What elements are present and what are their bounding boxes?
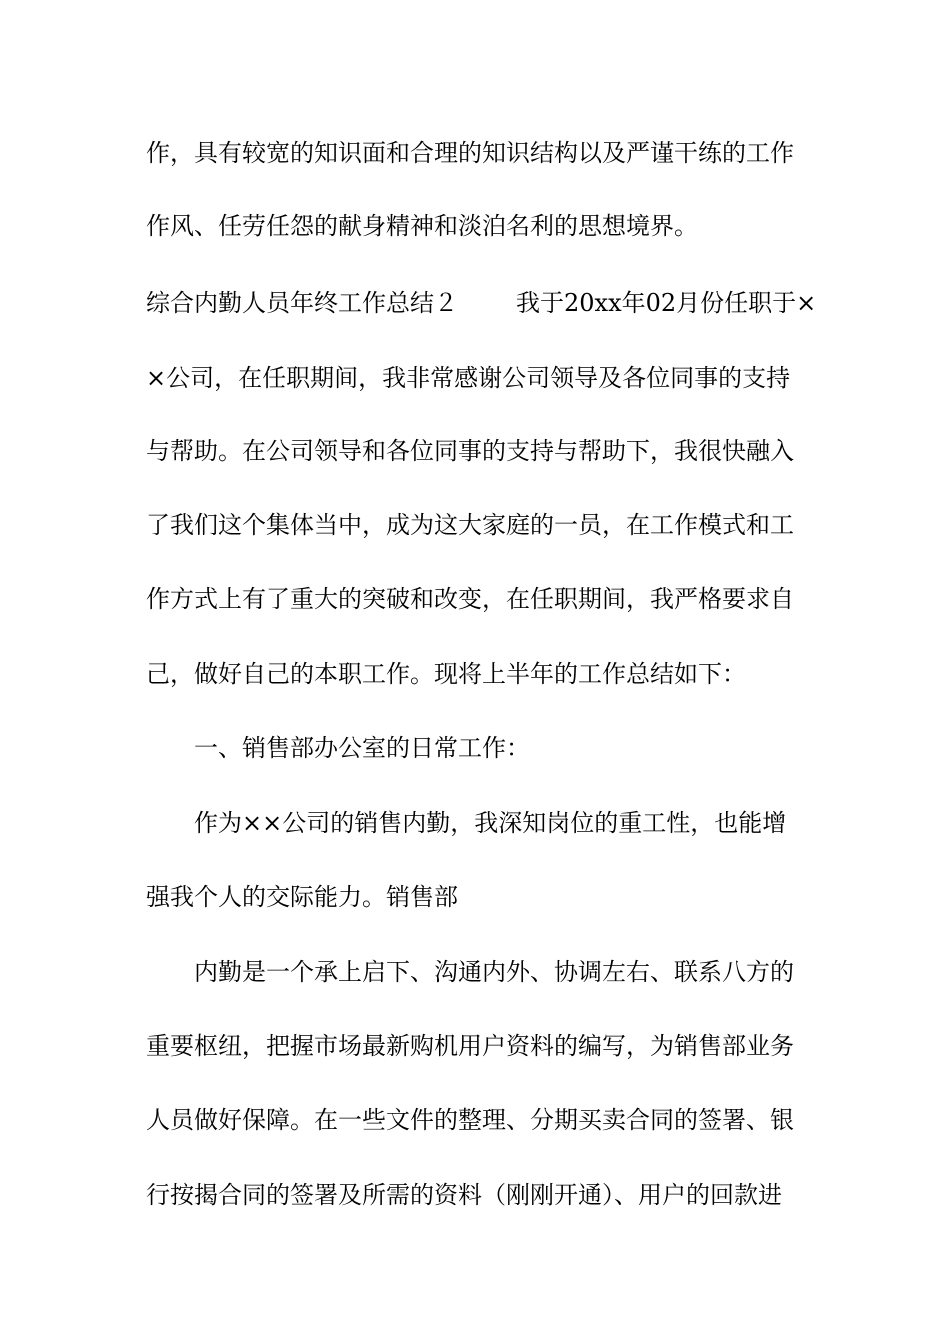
body-text-line: 内勤是一个承上启下、沟通内外、协调左右、联系八方的 — [194, 958, 794, 986]
body-text-line: 己，做好自己的本职工作。现将上半年的工作总结如下： — [146, 660, 746, 688]
body-text-line: 行按揭合同的签署及所需的资料（刚刚开通）、用户的回款进 — [146, 1181, 782, 1209]
body-text-line: 重要枢纽，把握市场最新购机用户资料的编写，为销售部业务 — [146, 1032, 794, 1060]
body-text-line: 了我们这个集体当中，成为这大家庭的一员，在工作模式和工 — [146, 511, 794, 539]
body-text-line: 作，具有较宽的知识面和合理的知识结构以及严谨干练的工作 — [146, 139, 794, 167]
body-text-line: 作风、任劳任怨的献身精神和淡泊名利的思想境界。 — [146, 212, 698, 240]
section-heading-line — [146, 288, 817, 318]
section-title: 综合内勤人员年终工作总结２ — [146, 289, 458, 317]
section-intro-text: 我于20xx年02月份任职于× — [516, 289, 817, 317]
body-text-line: ×公司，在任职期间，我非常感谢公司领导及各位同事的支持 — [146, 364, 791, 392]
body-text-line: 与帮助。在公司领导和各位同事的支持与帮助下，我很快融入 — [146, 437, 794, 465]
body-text-line: 作方式上有了重大的突破和改变，在任职期间，我严格要求自 — [146, 585, 794, 613]
subsection-heading: 一、销售部办公室的日常工作： — [194, 734, 530, 762]
body-text-line: 人员做好保障。在一些文件的整理、分期买卖合同的签署、银 — [146, 1106, 794, 1134]
body-text-line: 作为××公司的销售内勤，我深知岗位的重工性，也能增 — [194, 809, 787, 837]
body-text-line: 强我个人的交际能力。销售部 — [146, 883, 458, 911]
